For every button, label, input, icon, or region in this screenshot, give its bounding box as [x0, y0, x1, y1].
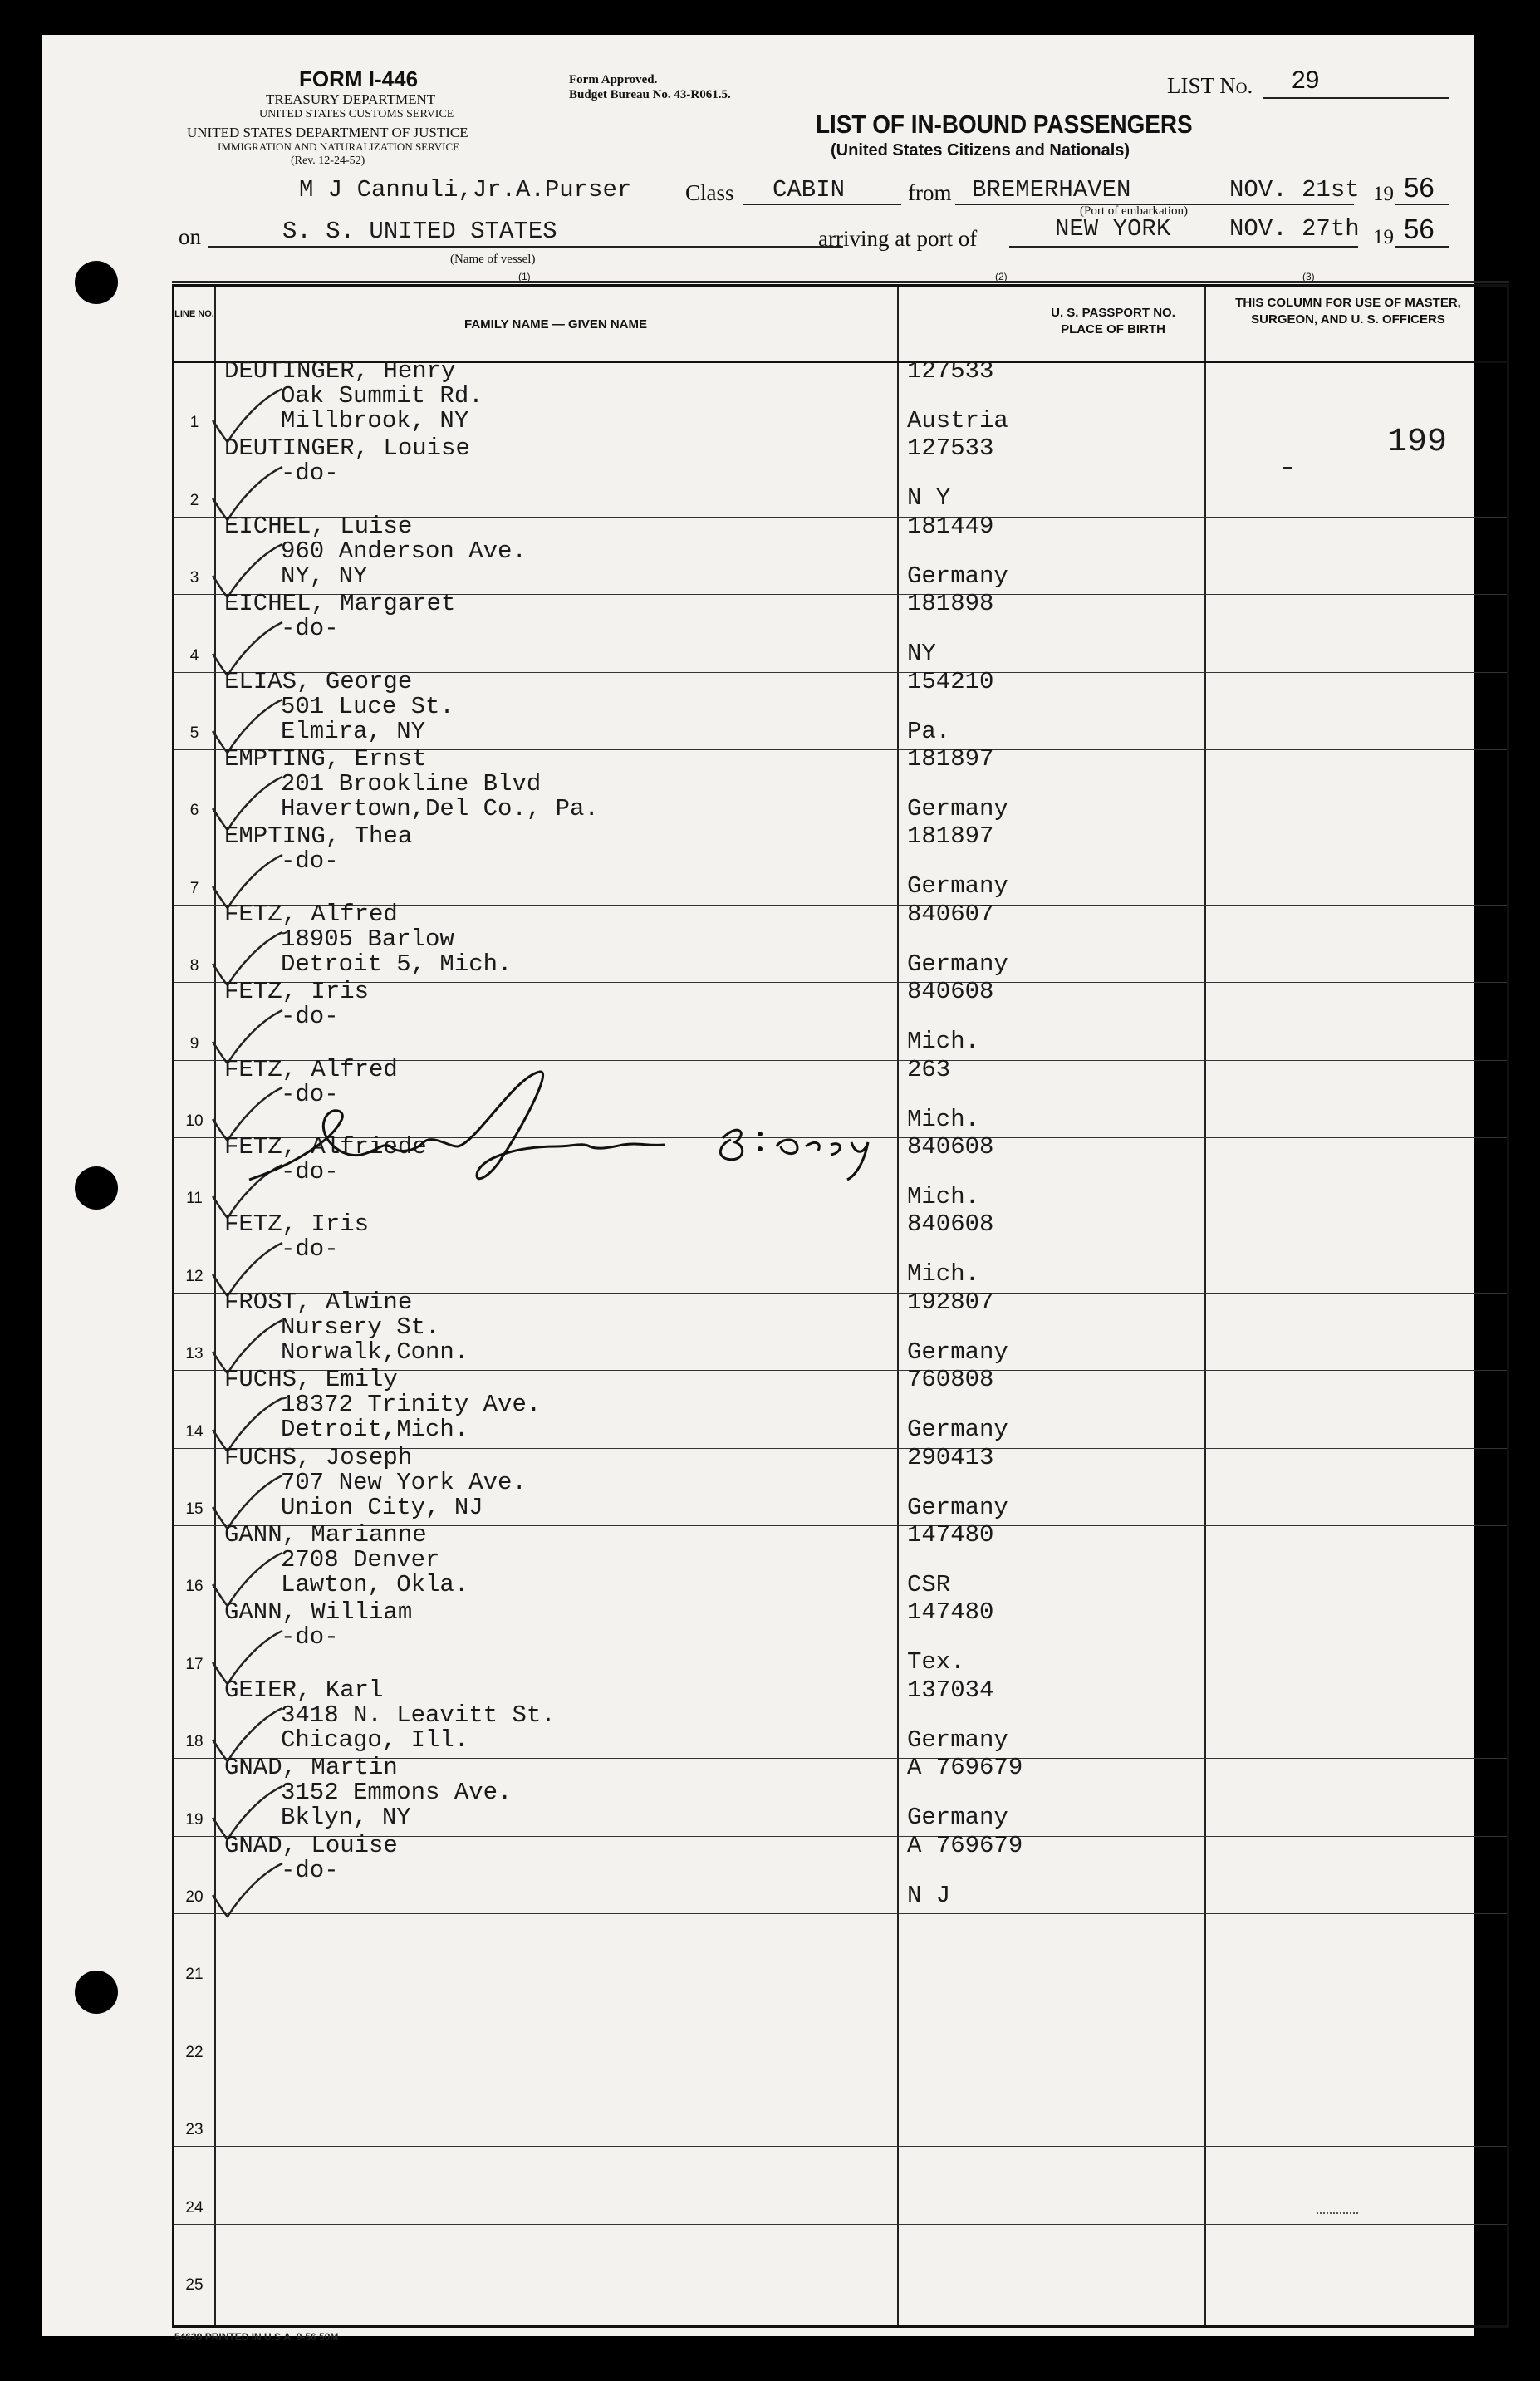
passenger-address-2: Detroit,Mich.	[281, 1416, 469, 1444]
passenger-name: EICHEL, Margaret	[224, 590, 456, 618]
col-num-3: (3)	[1302, 271, 1315, 282]
place-of-birth: Mich.	[907, 1105, 980, 1133]
list-label: LIST No.	[1167, 73, 1253, 98]
passenger-name: FETZ, Iris	[224, 978, 370, 1006]
passport-number: 840607	[907, 900, 994, 928]
passenger-address-2: Lawton, Okla.	[281, 1571, 469, 1598]
printer-footer: 54639 PRINTED IN U.S.A. 9-56 50M	[174, 2331, 339, 2343]
arrival-date: NOV. 27th	[1229, 215, 1360, 243]
passport-number: 181897	[907, 822, 994, 851]
line-number: 19	[185, 1810, 204, 1829]
on-label: on	[179, 224, 201, 249]
place-of-birth: Germany	[907, 1493, 1008, 1521]
line-number: 11	[186, 1190, 203, 1208]
passenger-address-1: -do-	[281, 1235, 339, 1264]
place-of-birth: NY	[907, 640, 936, 668]
passenger-name: FETZ, Alfred	[224, 900, 398, 928]
arrival-year-prefix: 19	[1373, 226, 1394, 248]
passenger-name: GNAD, Martin	[224, 1754, 398, 1782]
passenger-name: FETZ, Alfriede	[224, 1133, 427, 1161]
passenger-address-2: Norwalk,Conn.	[281, 1338, 469, 1366]
check-mark-icon	[209, 1862, 284, 1920]
passenger-name: FUCHS, Emily	[224, 1366, 398, 1394]
smudge-mark	[1317, 2212, 1358, 2214]
line-number: 21	[185, 1966, 204, 1984]
embark-year-prefix: 19	[1373, 183, 1394, 205]
dept-customs: UNITED STATES CUSTOMS SERVICE	[259, 108, 454, 120]
passenger-name: DEUTINGER, Henry	[224, 357, 456, 385]
col-divider-2	[897, 287, 899, 2325]
line-number: 16	[185, 1578, 204, 1596]
passenger-address-2: Havertown,Del Co., Pa.	[281, 795, 599, 822]
form-sheet	[42, 35, 1474, 2343]
passport-number: 760808	[907, 1366, 994, 1394]
dept-justice: UNITED STATES DEPARTMENT OF JUSTICE	[187, 125, 468, 140]
passport-number: A 769679	[907, 1754, 1023, 1782]
line-number: 6	[189, 802, 199, 820]
passport-number: 290413	[907, 1443, 994, 1471]
passport-number: 192807	[907, 1288, 994, 1316]
passenger-name: FETZ, Iris	[224, 1210, 370, 1239]
passport-number: 137034	[907, 1676, 994, 1704]
row-divider	[174, 2224, 1507, 2225]
passenger-name: GEIER, Karl	[224, 1676, 384, 1704]
passenger-name: GANN, William	[224, 1598, 413, 1627]
binder-hole-bottom	[75, 1971, 118, 2014]
passenger-address-1: -do-	[281, 1080, 339, 1108]
passport-number: 840608	[907, 1133, 994, 1161]
place-of-birth: Mich.	[907, 1028, 980, 1056]
vessel-name: S. S. UNITED STATES	[282, 218, 557, 245]
passenger-address-1: -do-	[281, 1158, 339, 1186]
line-number: 17	[185, 1655, 204, 1673]
passenger-name: DEUTINGER, Louise	[224, 434, 470, 463]
binder-hole-middle	[75, 1166, 118, 1210]
col-num-1: (1)	[518, 271, 531, 282]
place-of-birth: N Y	[907, 484, 951, 513]
place-of-birth: N J	[907, 1881, 951, 1909]
place-of-birth: Germany	[907, 562, 1008, 590]
form-number: FORM I-446	[299, 66, 419, 91]
row-divider	[174, 2146, 1507, 2147]
vessel-line	[208, 246, 843, 248]
passport-number: 263	[907, 1055, 951, 1083]
passenger-name: ELIAS, George	[224, 667, 413, 695]
embark-date: NOV. 21st	[1229, 176, 1360, 204]
col-header-passport: U. S. PASSPORT NO. PLACE OF BIRTH	[1051, 306, 1175, 336]
arrival-port: NEW YORK	[1055, 215, 1171, 243]
line-number: 25	[185, 2276, 204, 2294]
embark-year-line	[1395, 204, 1449, 205]
passport-number: A 769679	[907, 1831, 1023, 1859]
col-num-2: (2)	[995, 271, 1008, 282]
passenger-address-1: -do-	[281, 1856, 339, 1884]
place-of-birth: Germany	[907, 795, 1008, 822]
line-number: 3	[189, 569, 199, 587]
passport-number: 840608	[907, 1210, 994, 1239]
passport-number: 181449	[907, 512, 994, 540]
passenger-address-1: -do-	[281, 459, 339, 488]
passenger-address-2: Union City, NJ	[281, 1493, 483, 1521]
class-line	[743, 204, 901, 205]
place-of-birth: Germany	[907, 1338, 1008, 1366]
row-divider	[174, 1913, 1507, 1914]
passport-number: 154210	[907, 667, 994, 695]
passenger-address-1: -do-	[281, 615, 339, 643]
class-value: CABIN	[772, 176, 846, 204]
passenger-name: EMPTING, Ernst	[224, 745, 427, 773]
passenger-name: GNAD, Louise	[224, 1831, 398, 1859]
line-number: 5	[189, 724, 199, 742]
line-number: 10	[185, 1112, 204, 1130]
passenger-address-2: Detroit 5, Mich.	[281, 950, 513, 978]
signature	[224, 1063, 972, 1196]
passenger-address-1: -do-	[281, 847, 339, 876]
arriving-label: arriving at port of	[818, 226, 978, 251]
arrival-year: 56	[1404, 214, 1435, 244]
passenger-name: FUCHS, Joseph	[224, 1443, 413, 1471]
passport-number: 840608	[907, 978, 994, 1006]
col-header-name: FAMILY NAME — GIVEN NAME	[463, 317, 648, 331]
binder-hole-top	[75, 261, 118, 304]
passenger-address-1: -do-	[281, 1003, 339, 1031]
officer-mark-dash	[1283, 467, 1292, 469]
from-label: from	[908, 180, 952, 205]
line-number: 13	[185, 1345, 204, 1363]
passenger-name: EICHEL, Luise	[224, 512, 413, 540]
line-number: 24	[185, 2198, 204, 2217]
place-of-birth: Germany	[907, 1416, 1008, 1444]
passenger-address-1: 201 Brookline Blvd	[281, 770, 542, 798]
line-number: 9	[189, 1034, 199, 1053]
line-number: 8	[189, 957, 199, 975]
col-header-line-no: LINE NO.	[174, 309, 214, 319]
passenger-name: EMPTING, Thea	[224, 822, 413, 851]
form-revision: (Rev. 12-24-52)	[291, 155, 365, 167]
line-number: 20	[185, 1888, 204, 1906]
passport-number: 181897	[907, 745, 994, 773]
passport-number: 127533	[907, 434, 994, 463]
passenger-address-1: Oak Summit Rd.	[281, 382, 483, 410]
dept-treasury: TREASURY DEPARTMENT	[266, 91, 436, 107]
line-number: 7	[189, 879, 199, 897]
passenger-address-2: NY, NY	[281, 562, 368, 590]
list-number-line	[1263, 97, 1449, 99]
embark-year: 56	[1404, 172, 1435, 203]
row-divider	[174, 982, 1507, 983]
passenger-name: FETZ, Alfred	[224, 1055, 398, 1083]
passenger-address-2: Millbrook, NY	[281, 407, 469, 434]
arrival-line	[1009, 246, 1358, 248]
vessel-caption: (Name of vessel)	[450, 253, 536, 266]
embark-port: BREMERHAVEN	[972, 176, 1131, 204]
line-number: 15	[185, 1500, 204, 1518]
passenger-address-1: -do-	[281, 1623, 339, 1652]
line-number: 23	[185, 2121, 204, 2139]
place-of-birth: Germany	[907, 1726, 1008, 1754]
place-of-birth: Austria	[907, 407, 1008, 434]
place-of-birth: Germany	[907, 950, 1008, 978]
place-of-birth: Mich.	[907, 1260, 980, 1289]
document-title: LIST OF IN-BOUND PASSENGERS	[816, 110, 1193, 139]
dept-immigration: IMMIGRATION AND NATURALIZATION SERVICE	[218, 140, 460, 153]
passenger-address-1: 2708 Denver	[281, 1546, 440, 1573]
document-subtitle: (United States Citizens and Nationals)	[831, 141, 1130, 160]
col-header-officers: THIS COLUMN FOR USE OF MASTER, SURGEON, AND U. S. OFFICERS	[1235, 296, 1461, 326]
passenger-address-1: 18372 Trinity Ave.	[281, 1391, 542, 1419]
passenger-name: FROST, Alwine	[224, 1288, 413, 1316]
place-of-birth: Mich.	[907, 1183, 980, 1210]
list-number: 29	[1292, 66, 1320, 94]
passport-number: 147480	[907, 1598, 994, 1627]
passenger-address-1: 18905 Barlow	[281, 925, 454, 953]
budget-bureau: Budget Bureau No. 43-R061.5.	[569, 88, 731, 101]
passenger-address-1: 960 Anderson Ave.	[281, 537, 527, 565]
passenger-name: GANN, Marianne	[224, 1521, 427, 1549]
line-number: 18	[185, 1733, 204, 1751]
passport-number: 147480	[907, 1521, 994, 1549]
officer-name: M J Cannuli,Jr.A.Purser	[299, 176, 632, 204]
line-number: 2	[189, 491, 199, 509]
place-of-birth: CSR	[907, 1571, 951, 1598]
line-number: 14	[185, 1422, 204, 1441]
place-of-birth: Tex.	[907, 1648, 965, 1677]
line-number: 1	[189, 414, 199, 432]
col-divider-3	[1204, 287, 1206, 2325]
header-bottom-rule	[172, 281, 1509, 283]
class-label: Class	[685, 180, 734, 205]
place-of-birth: Germany	[907, 1804, 1008, 1832]
passenger-address-2: Elmira, NY	[281, 717, 426, 745]
passenger-address-1: 3152 Emmons Ave.	[281, 1779, 513, 1807]
port-embark-caption: (Port of embarkation)	[1080, 204, 1188, 218]
passenger-address-2: Chicago, Ill.	[281, 1726, 469, 1754]
passport-number: 181898	[907, 590, 994, 618]
passport-number: 127533	[907, 357, 994, 385]
place-of-birth: Germany	[907, 872, 1008, 901]
passenger-address-1: 501 Luce St.	[281, 692, 454, 720]
passenger-address-1: 707 New York Ave.	[281, 1468, 527, 1496]
form-approved: Form Approved.	[569, 73, 658, 86]
passenger-address-1: Nursery St.	[281, 1313, 440, 1341]
tally-number: 199	[1387, 424, 1448, 461]
place-of-birth: Pa.	[907, 717, 951, 745]
passenger-table	[172, 284, 1509, 2328]
arrival-year-line	[1395, 246, 1449, 248]
line-number: 4	[189, 646, 199, 665]
passenger-address-1: 3418 N. Leavitt St.	[281, 1701, 556, 1729]
passenger-address-2: Bklyn, NY	[281, 1804, 411, 1832]
line-number: 22	[185, 2043, 204, 2061]
line-number: 12	[185, 1267, 204, 1285]
